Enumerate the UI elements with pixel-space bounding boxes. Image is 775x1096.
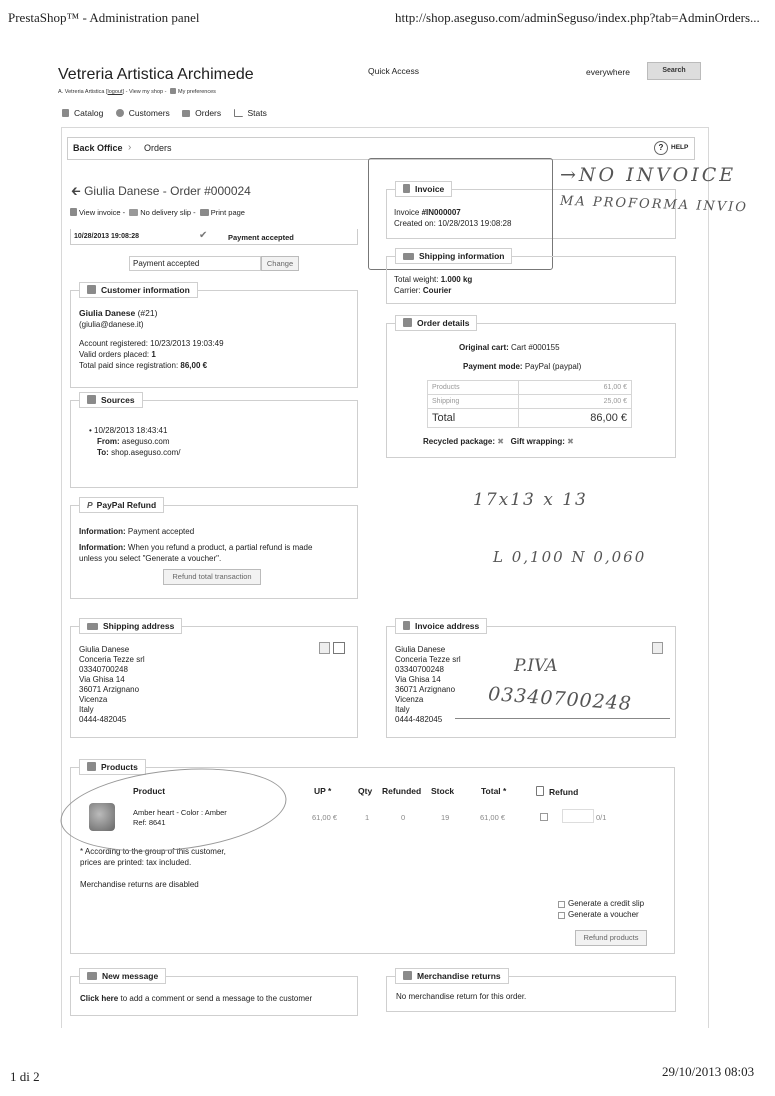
merch-returns-legend-label: Merchandise returns	[417, 971, 501, 981]
new-message-description: to add a comment or send a message to the customer	[120, 994, 313, 1003]
refund-total-button[interactable]: Refund total transaction	[163, 569, 261, 585]
shipping-info-legend-label: Shipping information	[419, 251, 505, 261]
edit-icon[interactable]	[319, 642, 330, 654]
col-stock: Stock	[431, 786, 455, 796]
main-nav	[62, 108, 267, 118]
change-status-button[interactable]: Change	[261, 256, 299, 271]
browser-url: http://shop.aseguso.com/adminSeguso/index.php?tab=AdminOrders...	[395, 10, 760, 25]
search-scope[interactable]: everywhere	[586, 67, 630, 77]
customer-id: (#21)	[137, 308, 158, 318]
totals-table	[427, 380, 632, 428]
invoice-number-label: Invoice	[394, 208, 420, 217]
paypal-info-label: Information:	[79, 527, 126, 536]
handwritten-underline	[455, 718, 670, 719]
order-details-legend-label: Order details	[417, 318, 470, 328]
returns-disabled: Merchandise returns are disabled	[80, 880, 199, 889]
status-label: Payment accepted	[228, 233, 294, 242]
address-line: 03340700248	[395, 665, 444, 674]
invoice-number-value[interactable]: #IN000007	[421, 208, 461, 217]
customer-legend-label: Customer information	[101, 285, 190, 295]
total-weight	[394, 275, 472, 284]
source-to-label: To:	[97, 448, 109, 457]
address-line: Italy	[79, 705, 94, 714]
product-unit-price: 61,00 €	[312, 813, 338, 822]
logout-link[interactable]: logout	[107, 89, 123, 95]
paypal-info-2b: unless you select "Generate a voucher".	[79, 554, 222, 563]
total-paid-label: Total paid since registration:	[79, 361, 179, 370]
customer-icon	[87, 285, 96, 294]
invoice-created: Created on: 10/28/2013 19:08:28	[394, 219, 512, 228]
payment-label: Payment mode:	[463, 362, 523, 371]
shipping-info-legend	[395, 248, 512, 264]
address-line: Giulia Danese	[395, 645, 446, 654]
handwritten-piva-number: 03340700248	[487, 683, 633, 715]
refund-products-button[interactable]: Refund products	[575, 930, 647, 946]
products-total-value: 61,00 €	[518, 381, 631, 395]
carrier	[394, 286, 451, 295]
invoice-address-lines	[395, 645, 461, 725]
shipping-address-legend-label: Shipping address	[103, 621, 175, 631]
browser-title: PrestaShop™ - Administration panel	[8, 10, 200, 25]
customer-name[interactable]: Giulia Danese	[79, 308, 136, 318]
breadcrumb-root[interactable]: Back Office	[73, 143, 123, 153]
nav-customers-label: Customers	[128, 108, 170, 118]
invoice-address-legend-label: Invoice address	[415, 621, 480, 631]
nav-stats[interactable]	[234, 108, 267, 118]
returns-icon	[403, 971, 412, 980]
col-total: Total *	[481, 786, 507, 796]
source-date-value: 10/28/2013 18:43:41	[94, 426, 168, 435]
merch-returns-text: No merchandise return for this order.	[396, 992, 527, 1001]
payment-mode	[463, 362, 581, 371]
new-message	[70, 971, 358, 1016]
address-line: Via Ghisa 14	[395, 675, 441, 684]
handwritten-piva: P.IVA	[514, 656, 558, 676]
truck-icon	[403, 253, 414, 260]
status-select-value: Payment accepted	[133, 259, 200, 268]
total-paid-value: 86,00 €	[180, 361, 208, 370]
col-unit-price: UP *	[314, 786, 332, 796]
paypal-icon: P	[87, 500, 93, 510]
invoice-address-legend	[395, 618, 487, 634]
view-invoice-link[interactable]: View invoice -	[79, 208, 126, 217]
col-product: Product	[133, 786, 166, 796]
cart-value[interactable]: Cart #000155	[511, 343, 560, 352]
product-ref: Ref: 8641	[133, 818, 166, 827]
order-title-text: Giulia Danese - Order #000024	[84, 184, 251, 198]
price-note-2: prices are printed: tax included.	[80, 858, 192, 867]
product-total: 61,00 €	[480, 813, 506, 822]
price-note-1: * According to the group of this customer,	[80, 847, 226, 856]
help-label: HELP	[671, 144, 689, 151]
nav-stats-label: Stats	[247, 108, 267, 118]
source-from	[97, 437, 170, 446]
invoice-doc-icon	[403, 621, 410, 630]
shipping-information	[386, 251, 676, 304]
source-to-value[interactable]: shop.aseguso.com/	[111, 448, 181, 457]
recycled-label: Recycled package:	[423, 437, 496, 446]
order-details-icon	[403, 318, 412, 327]
handwritten-no-invoice: →NO INVOICE	[560, 164, 737, 186]
registered-value: 10/23/2013 19:03:49	[150, 339, 224, 348]
user-name: A. Vetreria Artistica [	[58, 89, 108, 95]
products-icon	[87, 762, 96, 771]
sources-icon	[87, 395, 96, 404]
paypal-info-label-2: Information:	[79, 543, 126, 552]
shop-name: Vetreria Artistica Archimede	[58, 66, 254, 83]
invoice-legend-label: Invoice	[415, 184, 445, 194]
weight-value: 1.000 kg	[440, 275, 473, 284]
handwritten-weights: L 0,100 N 0,060	[493, 548, 647, 566]
preferences-link[interactable]: My preferences	[177, 89, 216, 95]
check-icon: ✔	[199, 230, 208, 241]
help-icon: ?	[654, 141, 668, 155]
products-legend-label: Products	[101, 762, 138, 772]
refund-of-qty: 0/1	[596, 813, 607, 822]
status-select[interactable]	[129, 256, 261, 271]
address-line: Giulia Danese	[79, 645, 130, 654]
preferences-icon	[170, 88, 176, 94]
handwritten-proforma: MA PROFORMA INVIO	[559, 193, 749, 216]
truck-icon	[87, 623, 98, 630]
packaging-options	[423, 437, 574, 446]
paypal-legend-label: PayPal Refund	[96, 500, 157, 510]
address-line: Vicenza	[395, 695, 424, 704]
address-line: Via Ghisa 14	[79, 675, 125, 684]
original-cart	[459, 343, 560, 352]
breadcrumb-current: Orders	[144, 143, 172, 153]
voucher-option[interactable]	[558, 910, 639, 919]
breadcrumb-separator: ›	[128, 142, 132, 153]
map-icon[interactable]	[333, 642, 345, 654]
quick-access[interactable]: Quick Access	[368, 66, 420, 76]
customer-name-line	[79, 308, 157, 318]
valid-orders-value: 1	[151, 350, 156, 359]
paypal-info-2-value: When you refund a product, a partial refund is made	[127, 543, 313, 552]
shipping-total-label: Shipping	[428, 395, 519, 409]
print-icon	[200, 209, 209, 216]
source-to	[97, 448, 180, 457]
paypal-info-1-value: Payment accepted	[127, 527, 195, 536]
address-line: Vicenza	[79, 695, 108, 704]
order-details	[386, 318, 676, 458]
print-datetime: 29/10/2013 08:03	[662, 1064, 755, 1079]
breadcrumb	[67, 137, 695, 160]
address-line: Conceria Tezze srl	[395, 655, 461, 664]
registered-label: Account registered:	[79, 339, 148, 348]
product-refunded: 0	[401, 813, 406, 822]
customer-information	[70, 285, 358, 388]
merch-returns-legend	[395, 968, 509, 984]
source-from-value[interactable]: aseguso.com	[121, 437, 170, 446]
sources	[70, 395, 358, 488]
search-button[interactable]: Search	[647, 62, 701, 80]
address-line: Italy	[395, 705, 410, 714]
address-line: 03340700248	[79, 665, 128, 674]
nav-orders[interactable]	[182, 108, 221, 118]
shipping-address	[70, 621, 358, 738]
weight-label: Total weight:	[394, 275, 439, 284]
product-qty: 1	[365, 813, 370, 822]
credit-slip-label: Generate a credit slip	[568, 899, 645, 908]
products-legend	[79, 759, 146, 775]
address-line: Conceria Tezze srl	[79, 655, 145, 664]
paypal-legend	[79, 497, 164, 513]
status-date: 10/28/2013 19:08:28	[74, 233, 139, 240]
col-refund-label: Refund	[549, 787, 579, 797]
total-paid	[79, 361, 207, 370]
sources-legend	[79, 392, 143, 408]
credit-slip-checkbox[interactable]	[558, 901, 565, 908]
address-line: 0444-482045	[79, 715, 127, 724]
invoice-icon	[70, 208, 77, 216]
address-line: 36071 Arzignano	[395, 685, 456, 694]
voucher-checkbox[interactable]	[558, 912, 565, 919]
paypal-info-2	[79, 543, 312, 552]
col-refunded: Refunded	[382, 786, 422, 796]
shipping-total-value: 25,00 €	[518, 395, 631, 409]
click-here-link[interactable]: Click here	[80, 994, 119, 1003]
order-actions	[70, 208, 245, 217]
refund-qty-input[interactable]	[562, 809, 594, 823]
gift-label: Gift wrapping:	[510, 437, 565, 446]
message-icon	[87, 972, 97, 980]
valid-orders-label: Valid orders placed:	[79, 350, 150, 359]
nav-orders-label: Orders	[195, 108, 222, 118]
new-message-legend-label: New message	[102, 971, 159, 981]
paypal-refund	[70, 500, 358, 599]
source-date: • 10/28/2013 18:43:41	[89, 426, 168, 435]
delivery-icon	[129, 209, 138, 216]
col-qty: Qty	[358, 786, 373, 796]
new-message-legend	[79, 968, 166, 984]
product-stock: 19	[441, 813, 450, 822]
page-info: 1 di 2	[10, 1069, 40, 1084]
view-shop-link[interactable]: ] - View my shop -	[122, 89, 167, 95]
back-arrow-icon[interactable]: 🡰	[71, 184, 81, 198]
shipping-address-lines	[79, 645, 145, 725]
nav-catalog-label: Catalog	[74, 108, 104, 118]
catalog-icon	[62, 109, 69, 117]
cross-icon: ✖	[567, 437, 574, 446]
invoice-address	[386, 621, 676, 738]
new-message-text	[80, 994, 312, 1003]
edit-icon[interactable]	[652, 642, 663, 654]
sources-legend-label: Sources	[101, 395, 135, 405]
customer-email[interactable]: (giulia@danese.it)	[79, 320, 144, 329]
handwritten-no-invoice-text: NO INVOICE	[578, 164, 737, 186]
order-title	[71, 182, 251, 203]
merchandise-returns	[386, 971, 676, 1012]
trash-icon	[536, 786, 544, 796]
carrier-value: Courier	[422, 286, 452, 295]
product-name[interactable]: Amber heart - Color : Amber	[133, 808, 227, 817]
stats-icon	[234, 109, 243, 117]
status-history-row	[70, 229, 358, 245]
cross-icon: ✖	[497, 437, 504, 446]
payment-value: PayPal (paypal)	[524, 362, 582, 371]
customers-icon	[116, 109, 124, 117]
paypal-info-1	[79, 527, 194, 536]
print-page-link[interactable]: Print page	[210, 208, 245, 217]
account-registered	[79, 339, 224, 348]
voucher-label: Generate a voucher	[568, 910, 639, 919]
carrier-label: Carrier:	[394, 286, 421, 295]
order-details-legend	[395, 315, 477, 331]
products-total-label: Products	[428, 381, 519, 395]
source-from-label: From:	[97, 437, 120, 446]
customer-info-legend	[79, 282, 198, 298]
cart-icon	[182, 110, 190, 117]
credit-slip-option[interactable]	[558, 899, 644, 908]
cart-label: Original cart:	[459, 343, 509, 352]
col-refund	[536, 786, 578, 797]
valid-orders	[79, 350, 156, 359]
refund-checkbox[interactable]	[540, 813, 548, 821]
address-line: 0444-482045	[395, 715, 443, 724]
grand-total-label: Total	[428, 409, 519, 428]
nav-catalog[interactable]	[62, 108, 103, 118]
address-line: 36071 Arzignano	[79, 685, 140, 694]
handwritten-dimensions: 17x13 x 13	[473, 490, 588, 510]
no-delivery-slip: No delivery slip -	[140, 208, 196, 217]
user-line	[58, 88, 216, 95]
shipping-address-legend	[79, 618, 182, 634]
nav-customers[interactable]	[116, 108, 170, 118]
grand-total-value: 86,00 €	[518, 409, 631, 428]
